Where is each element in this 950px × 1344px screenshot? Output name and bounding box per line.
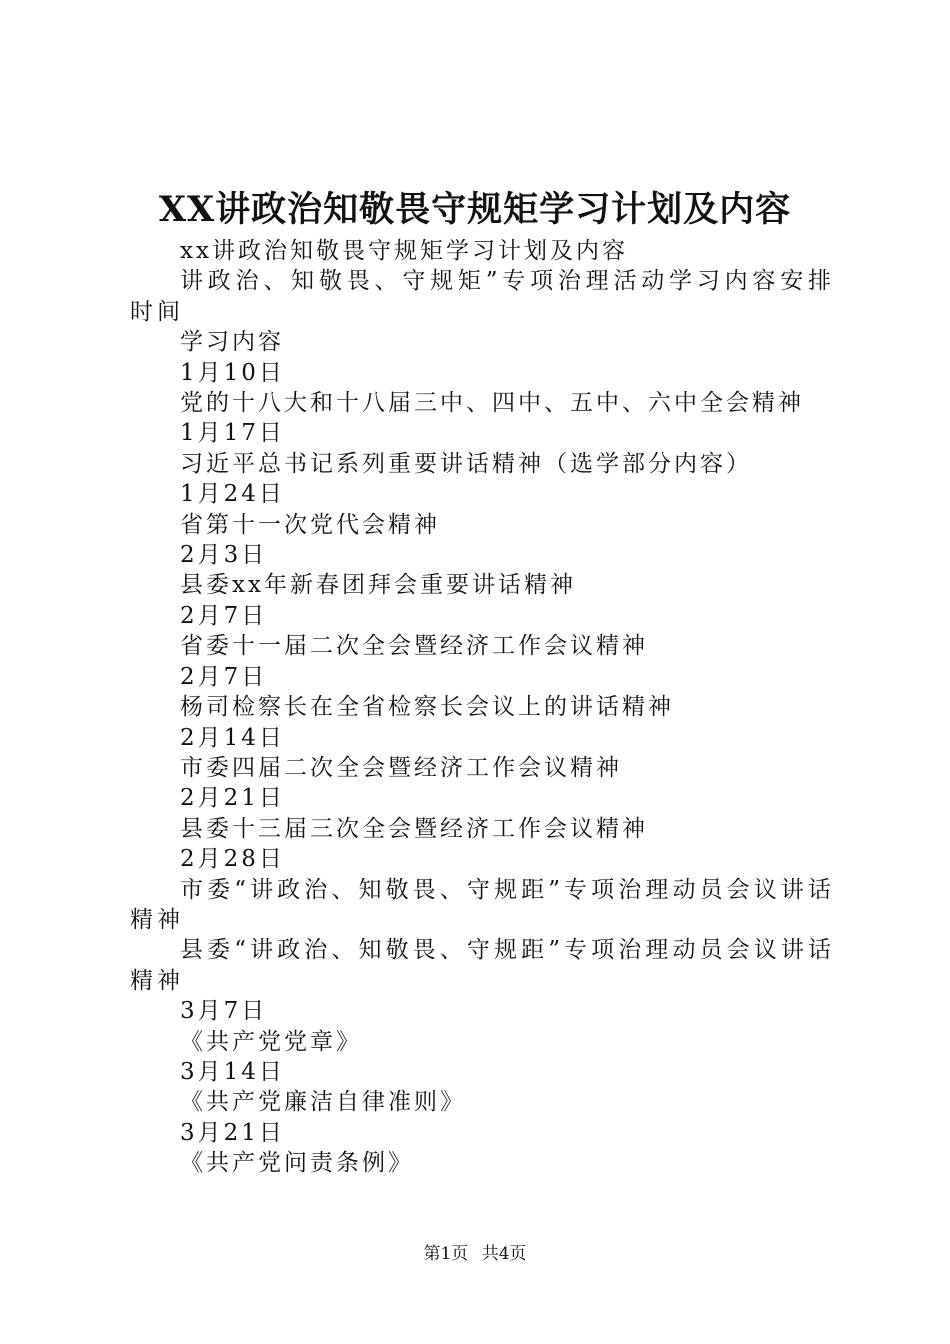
body-line: 2月7日 xyxy=(180,602,268,629)
body-line: 3月7日 xyxy=(180,998,268,1025)
body-line: 习近平总书记系列重要讲话精神（选学部分内容） xyxy=(180,450,752,477)
body-line: 3月21日 xyxy=(180,1119,285,1146)
body-line: 1月24日 xyxy=(180,481,285,508)
document-title: XX讲政治知敬畏守规矩学习计划及内容 xyxy=(158,189,792,230)
body-line: 《共产党廉洁自律准则》 xyxy=(180,1089,466,1116)
body-line: 2月21日 xyxy=(180,785,285,812)
body-line: 《共产党党章》 xyxy=(180,1028,362,1055)
page-number-current: 第1页 xyxy=(423,1244,469,1264)
body-line: 杨司检察长在全省检察长会议上的讲话精神 xyxy=(180,694,674,721)
body-paragraph: 市委“讲政治、知敬畏、守规距”专项治理动员会议讲话精神 xyxy=(130,876,835,933)
document-body xyxy=(130,236,835,1179)
body-line: 2月3日 xyxy=(180,542,268,569)
page-number-total: 共4页 xyxy=(481,1244,527,1264)
body-line: 《共产党问责条例》 xyxy=(180,1150,414,1177)
body-line: 学习内容 xyxy=(180,329,284,356)
body-line: 党的十八大和十八届三中、四中、五中、六中全会精神 xyxy=(180,390,804,417)
body-line: 2月28日 xyxy=(180,846,285,873)
body-paragraph: 讲政治、知敬畏、守规矩”专项治理活动学习内容安排时间 xyxy=(130,268,835,325)
body-line: 2月7日 xyxy=(180,663,268,690)
body-paragraph: 县委“讲政治、知敬畏、守规距”专项治理动员会议讲话精神 xyxy=(130,937,835,994)
body-line: 县委xx年新春团拜会重要讲话精神 xyxy=(180,572,576,599)
page-footer xyxy=(0,1242,950,1266)
body-line: 3月14日 xyxy=(180,1058,285,1085)
body-line: 市委四届二次全会暨经济工作会议精神 xyxy=(180,754,622,781)
body-line: xx讲政治知敬畏守规矩学习计划及内容 xyxy=(180,238,628,264)
body-line: 省委十一届二次全会暨经济工作会议精神 xyxy=(180,633,648,660)
body-line: 1月17日 xyxy=(180,420,285,447)
body-line: 1月10日 xyxy=(180,359,285,386)
body-line: 省第十一次党代会精神 xyxy=(180,511,440,538)
body-line: 2月14日 xyxy=(180,724,285,751)
body-line: 县委十三届三次全会暨经济工作会议精神 xyxy=(180,815,648,842)
